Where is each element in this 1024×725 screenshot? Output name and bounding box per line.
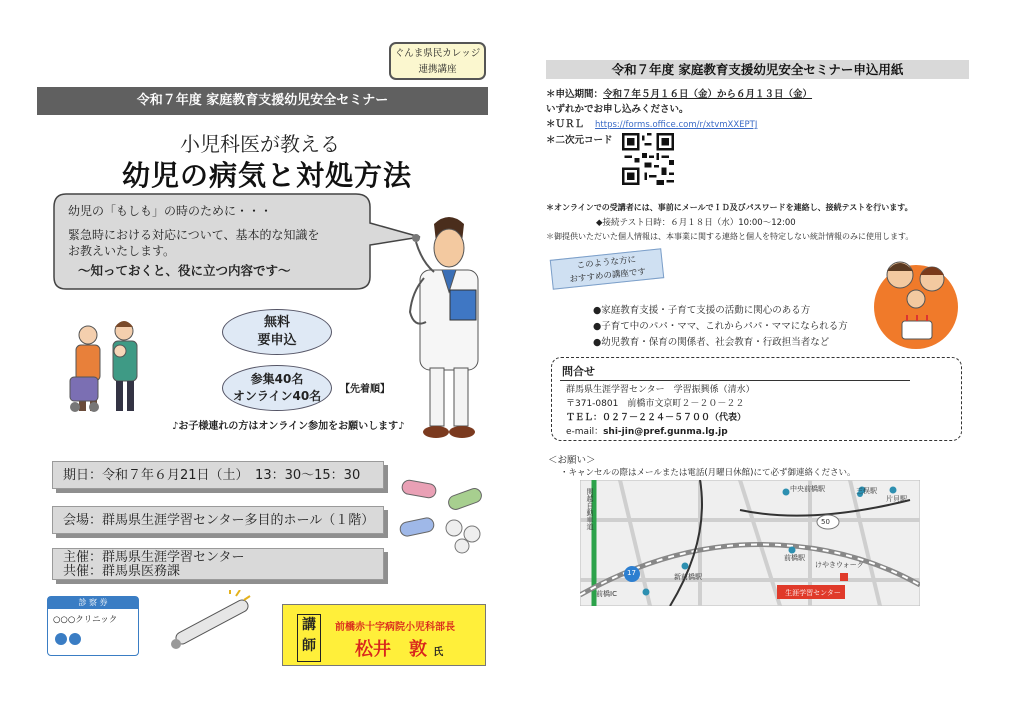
family-cake-illustration: [866, 245, 966, 355]
bubble-line-4: ～知っておくと、役に立つ内容です～: [78, 263, 291, 278]
card-dots-icon: [53, 629, 93, 649]
contact-details: [566, 383, 755, 439]
badge-line-1: ぐんま県民カレッジ: [394, 48, 481, 59]
capacity-online: オンライン40名: [232, 389, 322, 403]
map-route-50: 50: [821, 518, 830, 526]
recommend-sign: [550, 248, 665, 290]
badge-line-2: 連携講座: [418, 64, 457, 75]
lecturer-label-box: [297, 614, 321, 662]
patient-card: [47, 596, 139, 656]
qr-code-icon[interactable]: [622, 133, 674, 185]
family-illustration: [62, 315, 157, 425]
bubble-line-2: 緊急時における対応について、基本的な知識を: [68, 228, 320, 242]
free-ellipse: [222, 309, 332, 355]
application-url-link[interactable]: https://forms.office.com/r/xtvmXXEPTJ: [595, 120, 758, 130]
thermometer-icon: [158, 590, 258, 654]
capacity-venue: 参集40名: [250, 372, 304, 386]
lecturer-affiliation: 前橋赤十字病院小児科部長: [335, 622, 455, 633]
request-title: ＜お願い＞: [548, 455, 596, 466]
application-period: [546, 87, 812, 102]
application-required-label: 要申込: [257, 333, 297, 348]
date-box: [52, 461, 384, 489]
connection-test-date: ◆接続テスト日時：６月１８日（水）10:00～12:00: [596, 218, 796, 228]
capacity-note: 【先着順】: [340, 384, 390, 395]
pills-illustration: [392, 476, 492, 556]
recommend-item-1: ●家庭教育支援・子育て支援の活動に関心のある方: [593, 305, 811, 316]
page-title: 幼児の病気と対処方法: [122, 159, 413, 192]
contact-address: 〒371-0801 前橋市文京町２－２０－２２: [566, 399, 745, 409]
event-venue: 会場：群馬県生涯学習センター多目的ホール（１階）: [63, 513, 375, 528]
lecturer-name: [355, 635, 443, 661]
bubble-line-1: 幼児の「もしも」の時のために・・・: [68, 204, 273, 218]
venue-box: [52, 506, 384, 534]
contact-title: 問合せ: [562, 365, 595, 378]
either-note: いずれかでお申し込みください。: [546, 104, 689, 115]
lecturer-name-text: 松井 敦: [355, 639, 427, 660]
event-date: 期日：令和７年６月21日（土） 13：30～15：30: [63, 468, 361, 483]
map-label-maebashi-ic: 前橋IC: [596, 590, 617, 598]
bubble-line-3: お教えいたします。: [68, 244, 176, 258]
lecturer-label-1: 講: [302, 617, 316, 633]
map-label-center: 生涯学習センター: [785, 589, 841, 597]
organizer: 主催：群馬県生涯学習センター: [63, 550, 245, 565]
map-label-maebashi-station: 前橋駅: [784, 554, 805, 562]
recommend-list: [593, 303, 848, 351]
free-label: 無料: [263, 315, 290, 330]
bubble-text: [68, 203, 320, 279]
url-row: [546, 117, 757, 133]
map-label-keyaki-walk: けやきウォーク: [815, 561, 864, 569]
card-header: 診 察 券: [48, 597, 138, 609]
college-badge: [389, 42, 486, 80]
recommend-item-3: ●幼児教育・保育の関係者、社会教育・行政担当者など: [593, 337, 830, 348]
contact-box: [551, 357, 962, 441]
period-value: 令和７年５月１６日（金）から６月１３日（金）: [603, 89, 813, 100]
map-label-katakai: 片貝駅: [886, 495, 907, 503]
lecturer-banner: [282, 604, 486, 666]
co-organizer: 共催：群馬県医務課: [63, 564, 181, 579]
request-note: ・キャンセルの際はメールまたは電話(月曜日休館)にて必ず御連絡ください。: [560, 468, 856, 478]
privacy-note: ＊御提供いただいた個人情報は、本事業に関する連絡と個人を特定しない統計情報のみに使用します。: [546, 232, 914, 241]
lecturer-honorific: 氏: [433, 647, 444, 658]
map-label-mitsumata: 三俣駅: [856, 487, 877, 495]
map-label-shinmaebashi: 新前橋駅: [674, 573, 702, 581]
contact-tel: ＴＥＬ：０２７－２２４－５７００（代表）: [566, 413, 747, 423]
organizer-box: [52, 548, 384, 580]
qr-label: ＊二次元コード: [546, 135, 613, 146]
recommend-sign-line-1: このような方に: [576, 254, 637, 272]
lecturer-label-2: 師: [302, 638, 316, 654]
contact-divider: [560, 380, 910, 381]
map-label-expressway: 関越自動車道: [586, 488, 594, 530]
contact-email-row: [566, 425, 755, 439]
page-subtitle: 小児科医が教える: [180, 132, 340, 156]
recommend-item-2: ●子育て中のパパ・ママ、これからパパ・ママになられる方: [593, 321, 848, 332]
left-header-bar: 令和７年度 家庭教育支援幼児安全セミナー: [37, 87, 488, 115]
map-route-17: 17: [627, 569, 636, 577]
email-label: e-mail：: [566, 427, 604, 437]
child-note: ♪お子様連れの方はオンライン参加をお願いします♪: [172, 421, 405, 432]
access-map: [580, 480, 920, 606]
period-label: ＊申込期間：: [546, 89, 604, 100]
online-note: ＊オンラインでの受講者には、事前にメールでＩＤ及びパスワードを連絡し、接続テストを行います。: [546, 203, 913, 212]
contact-org: 群馬県生涯学習センター 学習振興係（清水）: [566, 385, 755, 395]
map-label-chuo-maebashi: 中央前橋駅: [790, 485, 825, 493]
doctor-illustration: [404, 212, 494, 444]
url-label: ＊ＵＲＬ: [546, 119, 585, 130]
capacity-ellipse: [222, 365, 332, 411]
card-clinic: ○○○クリニック: [53, 615, 118, 625]
recommend-sign-line-2: おすすめの講座です: [569, 266, 647, 285]
right-header-bar: 令和７年度 家庭教育支援幼児安全セミナー申込用紙: [546, 60, 969, 79]
contact-email[interactable]: shi-jin@pref.gunma.lg.jp: [603, 427, 728, 437]
